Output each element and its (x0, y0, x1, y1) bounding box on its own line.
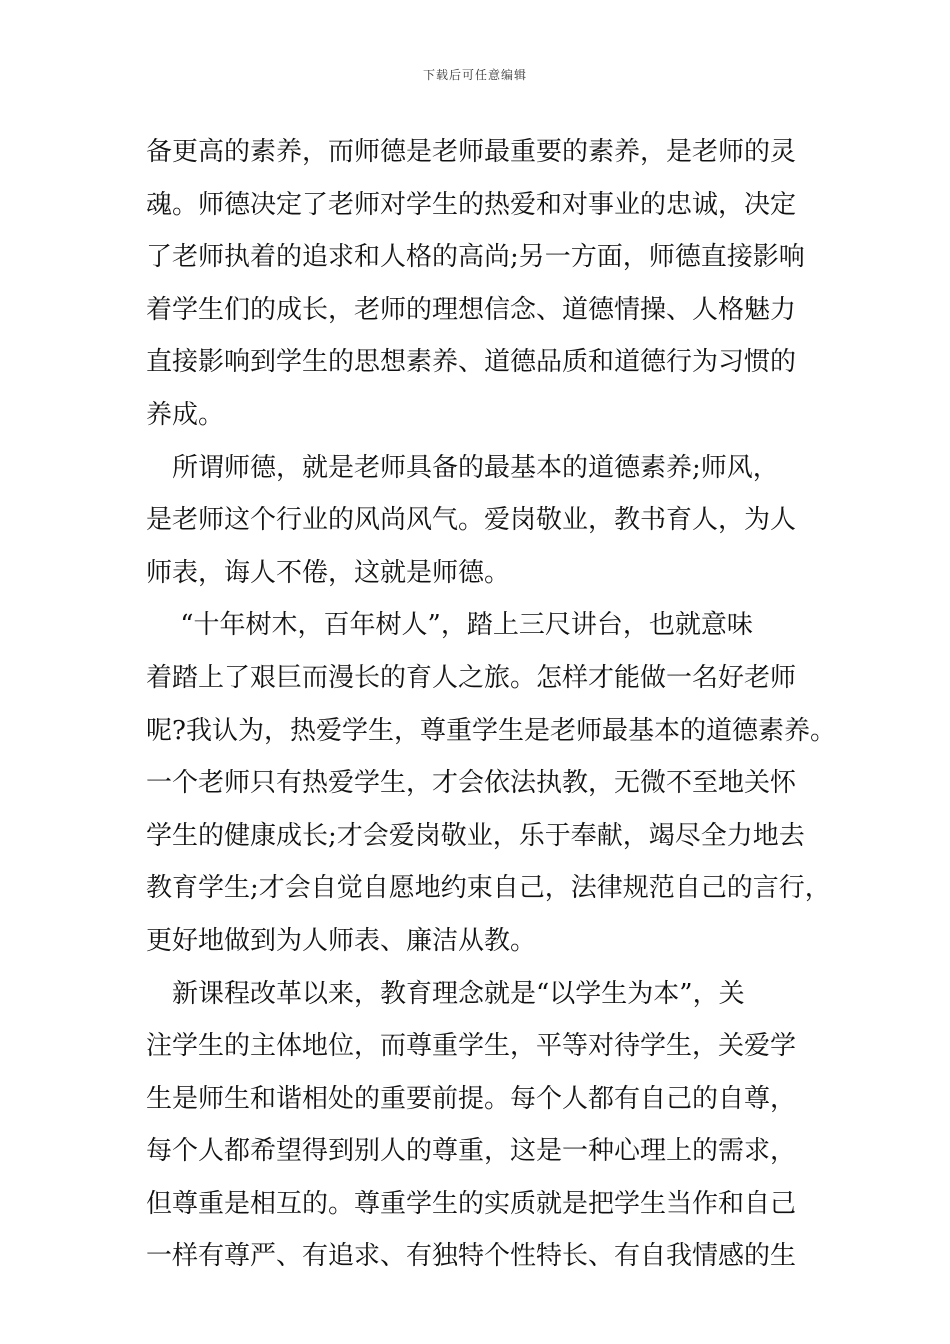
header-note: 下载后可任意编辑 (422, 68, 527, 82)
text-line: 每个人都希望得到别人的尊重，这是一种心理上的需求， (146, 1136, 797, 1167)
text-line: 但尊重是相互的。尊重学生的实质就是把学生当作和自己 (146, 1188, 797, 1219)
text-line: 一样有尊严、有追求、有独特个性特长、有自我情感的生 (146, 1241, 797, 1272)
body-text (146, 126, 836, 1283)
text-line: 更好地做到为人师表、廉洁从教。 (146, 925, 537, 956)
text-line: 所谓师德，就是老师具备的最基本的道德素养;师风， (146, 452, 779, 483)
text-line: 生是师生和谐相处的重要前提。每个人都有自己的自尊， (146, 1083, 797, 1114)
text-line: 注学生的主体地位，而尊重学生，平等对待学生，关爱学 (146, 1031, 797, 1062)
text-line: 直接影响到学生的思想素养、道德品质和道德行为习惯的 (146, 347, 797, 378)
text-line: 教育学生;才会自觉自愿地约束自己，法律规范自己的言行， (146, 873, 831, 904)
text-line: 呢?我认为，热爱学生，尊重学生是老师最基本的道德素养。 (146, 715, 836, 746)
text-line: 是老师这个行业的风尚风气。爱岗敬业，教书育人，为人 (146, 505, 797, 536)
text-line: 一个老师只有热爱学生，才会依法执教，无微不至地关怀 (146, 768, 797, 799)
text-line: 备更高的素养，而师德是老师最重要的素养，是老师的灵 (146, 137, 797, 167)
text-line: 师表，诲人不倦，这就是师德。 (146, 557, 511, 588)
text-line: 着学生们的成长，老师的理想信念、道德情操、人格魅力 (146, 294, 797, 325)
text-line: 了老师执着的追求和人格的高尚;另一方面，师德直接影响 (146, 242, 805, 273)
text-line: 着踏上了艰巨而漫长的育人之旅。怎样才能做一名好老师 (146, 662, 797, 693)
text-line: 学生的健康成长;才会爱岗敬业，乐于奉献，竭尽全力地去 (146, 820, 805, 851)
text-line: 新课程改革以来，教育理念就是“以学生为本”，关 (146, 978, 745, 1009)
text-line: 魂。师德决定了老师对学生的热爱和对事业的忠诚，决定 (146, 189, 797, 220)
text-line: “十年树木，百年树人”，踏上三尺讲台，也就意味 (146, 610, 753, 641)
text-line: 养成。 (146, 399, 225, 430)
